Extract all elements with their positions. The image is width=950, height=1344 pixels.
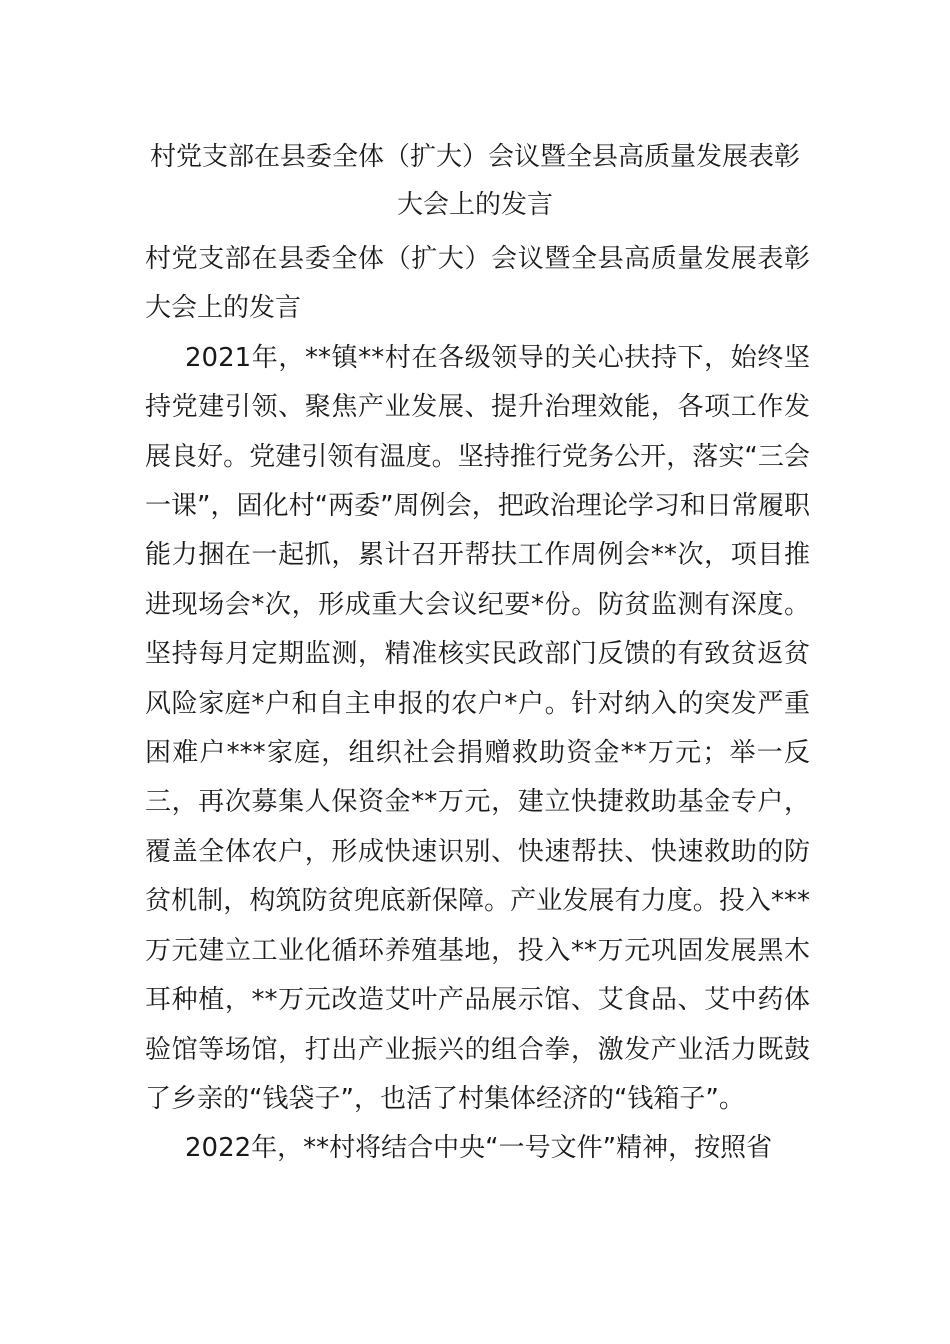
- paragraph-2021-summary: 2021年，**镇**村在各级领导的关心扶持下，始终坚持党建引领、聚焦产业发展、提升治理效能，各项工作发展良好。党建引领有温度。坚持推行党务公开，落实“三会一课”，固化村“两委”周例会，把政治理论学习和日常履职能力捆在一起抓，累计召开帮扶工作周例会**次，项目推进现场会*次，形成重大会议纪要*份。防贫监测有深度。坚持每月定期监测，精准核实民政部门反馈的有致贫返贫风险家庭*户和自主申报的农户*户。针对纳入的突发严重困难户***家庭，组织社会捐赠救助资金**万元；举一反三，再次募集人保资金**万元，建立快捷救助基金专户，覆盖全体农户，形成快速识别、快速帮扶、快速救助的防贫机制，构筑防贫兜底新保障。产业发展有力度。投入***万元建立工业化循环养殖基地，投入**万元巩固发展黑木耳种植，**万元改造艾叶产品展示馆、艾食品、艾中药体验馆等场馆，打出产业振兴的组合拳，激发产业活力既鼓了乡亲的“钱袋子”，也活了村集体经济的“钱箱子”。: [145, 342, 810, 1114]
- document-title-line-2: 大会上的发言: [396, 190, 553, 220]
- paragraph-2022-plan: 2022年，**村将结合中央“一号文件”精神，按照省: [185, 1133, 773, 1164]
- document-body: [145, 235, 810, 1174]
- repeated-title-paragraph: 村党支部在县委全体（扩大）会议暨全县高质量发展表彰大会上的发言: [145, 244, 810, 324]
- document-title-line-1: 村党支部在县委全体（扩大）会议暨全县高质量发展表彰: [149, 142, 800, 172]
